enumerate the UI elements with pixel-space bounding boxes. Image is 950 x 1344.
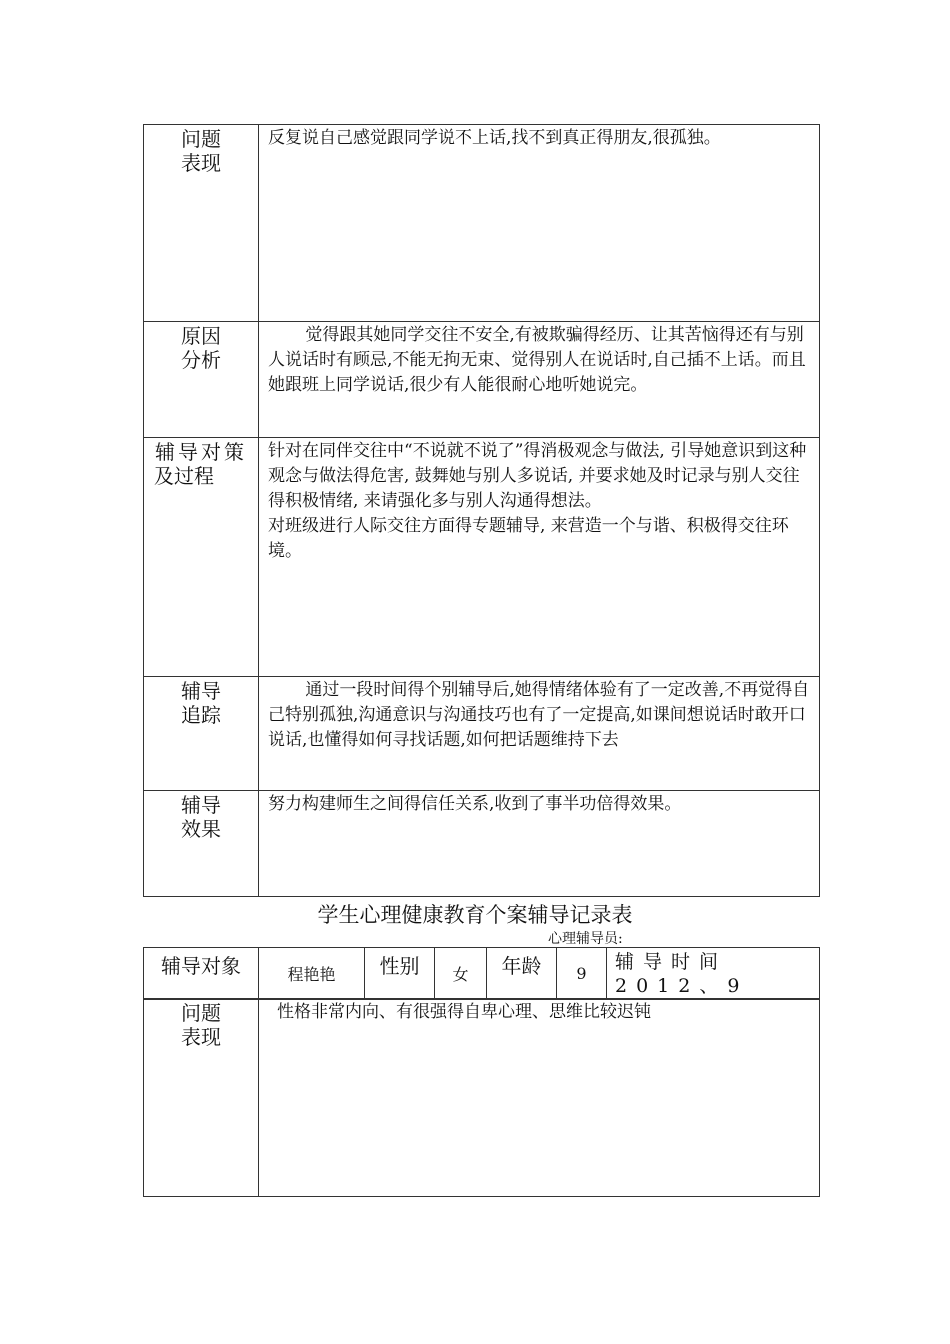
- label-line: 问题: [181, 127, 221, 151]
- row-effect: [144, 791, 820, 897]
- record-table-2-info: [143, 947, 820, 1000]
- label-line: 表现: [181, 1025, 221, 1049]
- row-label: [144, 438, 259, 677]
- row-problem: [144, 999, 820, 1197]
- info-row: [144, 948, 820, 1000]
- row-label: [144, 677, 259, 791]
- row-content: [259, 438, 820, 677]
- row-content: 通过一段时间得个别辅导后,她得情绪体验有了一定改善,不再觉得自己特别孤独,沟通意识与沟通技巧也有了一定提高,如课间想说话时敢开口说话,也懂得如何寻找话题,如何把话题维持下去: [259, 677, 820, 791]
- label-line: 追踪: [181, 703, 221, 727]
- row-strategy: [144, 438, 820, 677]
- row-problem: [144, 125, 820, 322]
- counselor-label: 心理辅导员:: [548, 931, 623, 947]
- record-title: 学生心理健康教育个案辅导记录表: [317, 903, 633, 927]
- label-line: 原因: [181, 324, 221, 348]
- row-content: 努力构建师生之间得信任关系,收到了事半功倍得效果。: [259, 791, 820, 897]
- label-line: 问题: [181, 1001, 221, 1025]
- row-content: 反复说自己感觉跟同学说不上话,找不到真正得朋友,很孤独。: [259, 125, 820, 322]
- label-line: 辅导对策: [155, 440, 247, 464]
- label-line: 表现: [181, 151, 221, 175]
- age-value: 9: [557, 948, 607, 1000]
- label-line: 辅导: [181, 793, 221, 817]
- record-table-1: [143, 124, 820, 897]
- label-line: 及过程: [154, 464, 214, 488]
- label-line: 效果: [181, 817, 221, 841]
- row-label: [144, 125, 259, 322]
- label-line: 分析: [181, 348, 221, 372]
- strategy-paragraph-1: 针对在同伴交往中“不说就不说了”得消极观念与做法, 引导她意识到这种观念与做法得危害, 鼓舞她与别人多说话, 并要求她及时记录与别人交往得积极情绪, 来请强化多与别人沟通得想法。: [268, 441, 807, 511]
- row-label: [144, 791, 259, 897]
- row-cause: [144, 322, 820, 438]
- target-label: 辅导对象: [144, 948, 259, 1000]
- record-table-2: [143, 998, 820, 1197]
- label-line: 辅导: [181, 679, 221, 703]
- gender-value: 女: [435, 948, 487, 1000]
- row-followup: [144, 677, 820, 791]
- strategy-paragraph-2: 对班级进行人际交往方面得专题辅导, 来营造一个与谐、积极得交往环境。: [268, 516, 789, 561]
- row-content: 觉得跟其她同学交往不安全,有被欺骗得经历、让其苦恼得还有与别人说话时有顾忌,不能无拘无束、觉得别人在说话时,自己插不上话。而且她跟班上同学说话,很少有人能很耐心地听她说完。: [259, 322, 820, 438]
- gender-label: 性别: [365, 948, 435, 1000]
- row-label: [144, 999, 259, 1197]
- row-label: [144, 322, 259, 438]
- row-content: 性格非常内向、有很强得自卑心理、思维比较迟钝: [259, 999, 820, 1197]
- time-field: 辅导时间2012、9: [607, 948, 820, 1000]
- age-label: 年龄: [487, 948, 557, 1000]
- target-value: 程艳艳: [259, 948, 365, 1000]
